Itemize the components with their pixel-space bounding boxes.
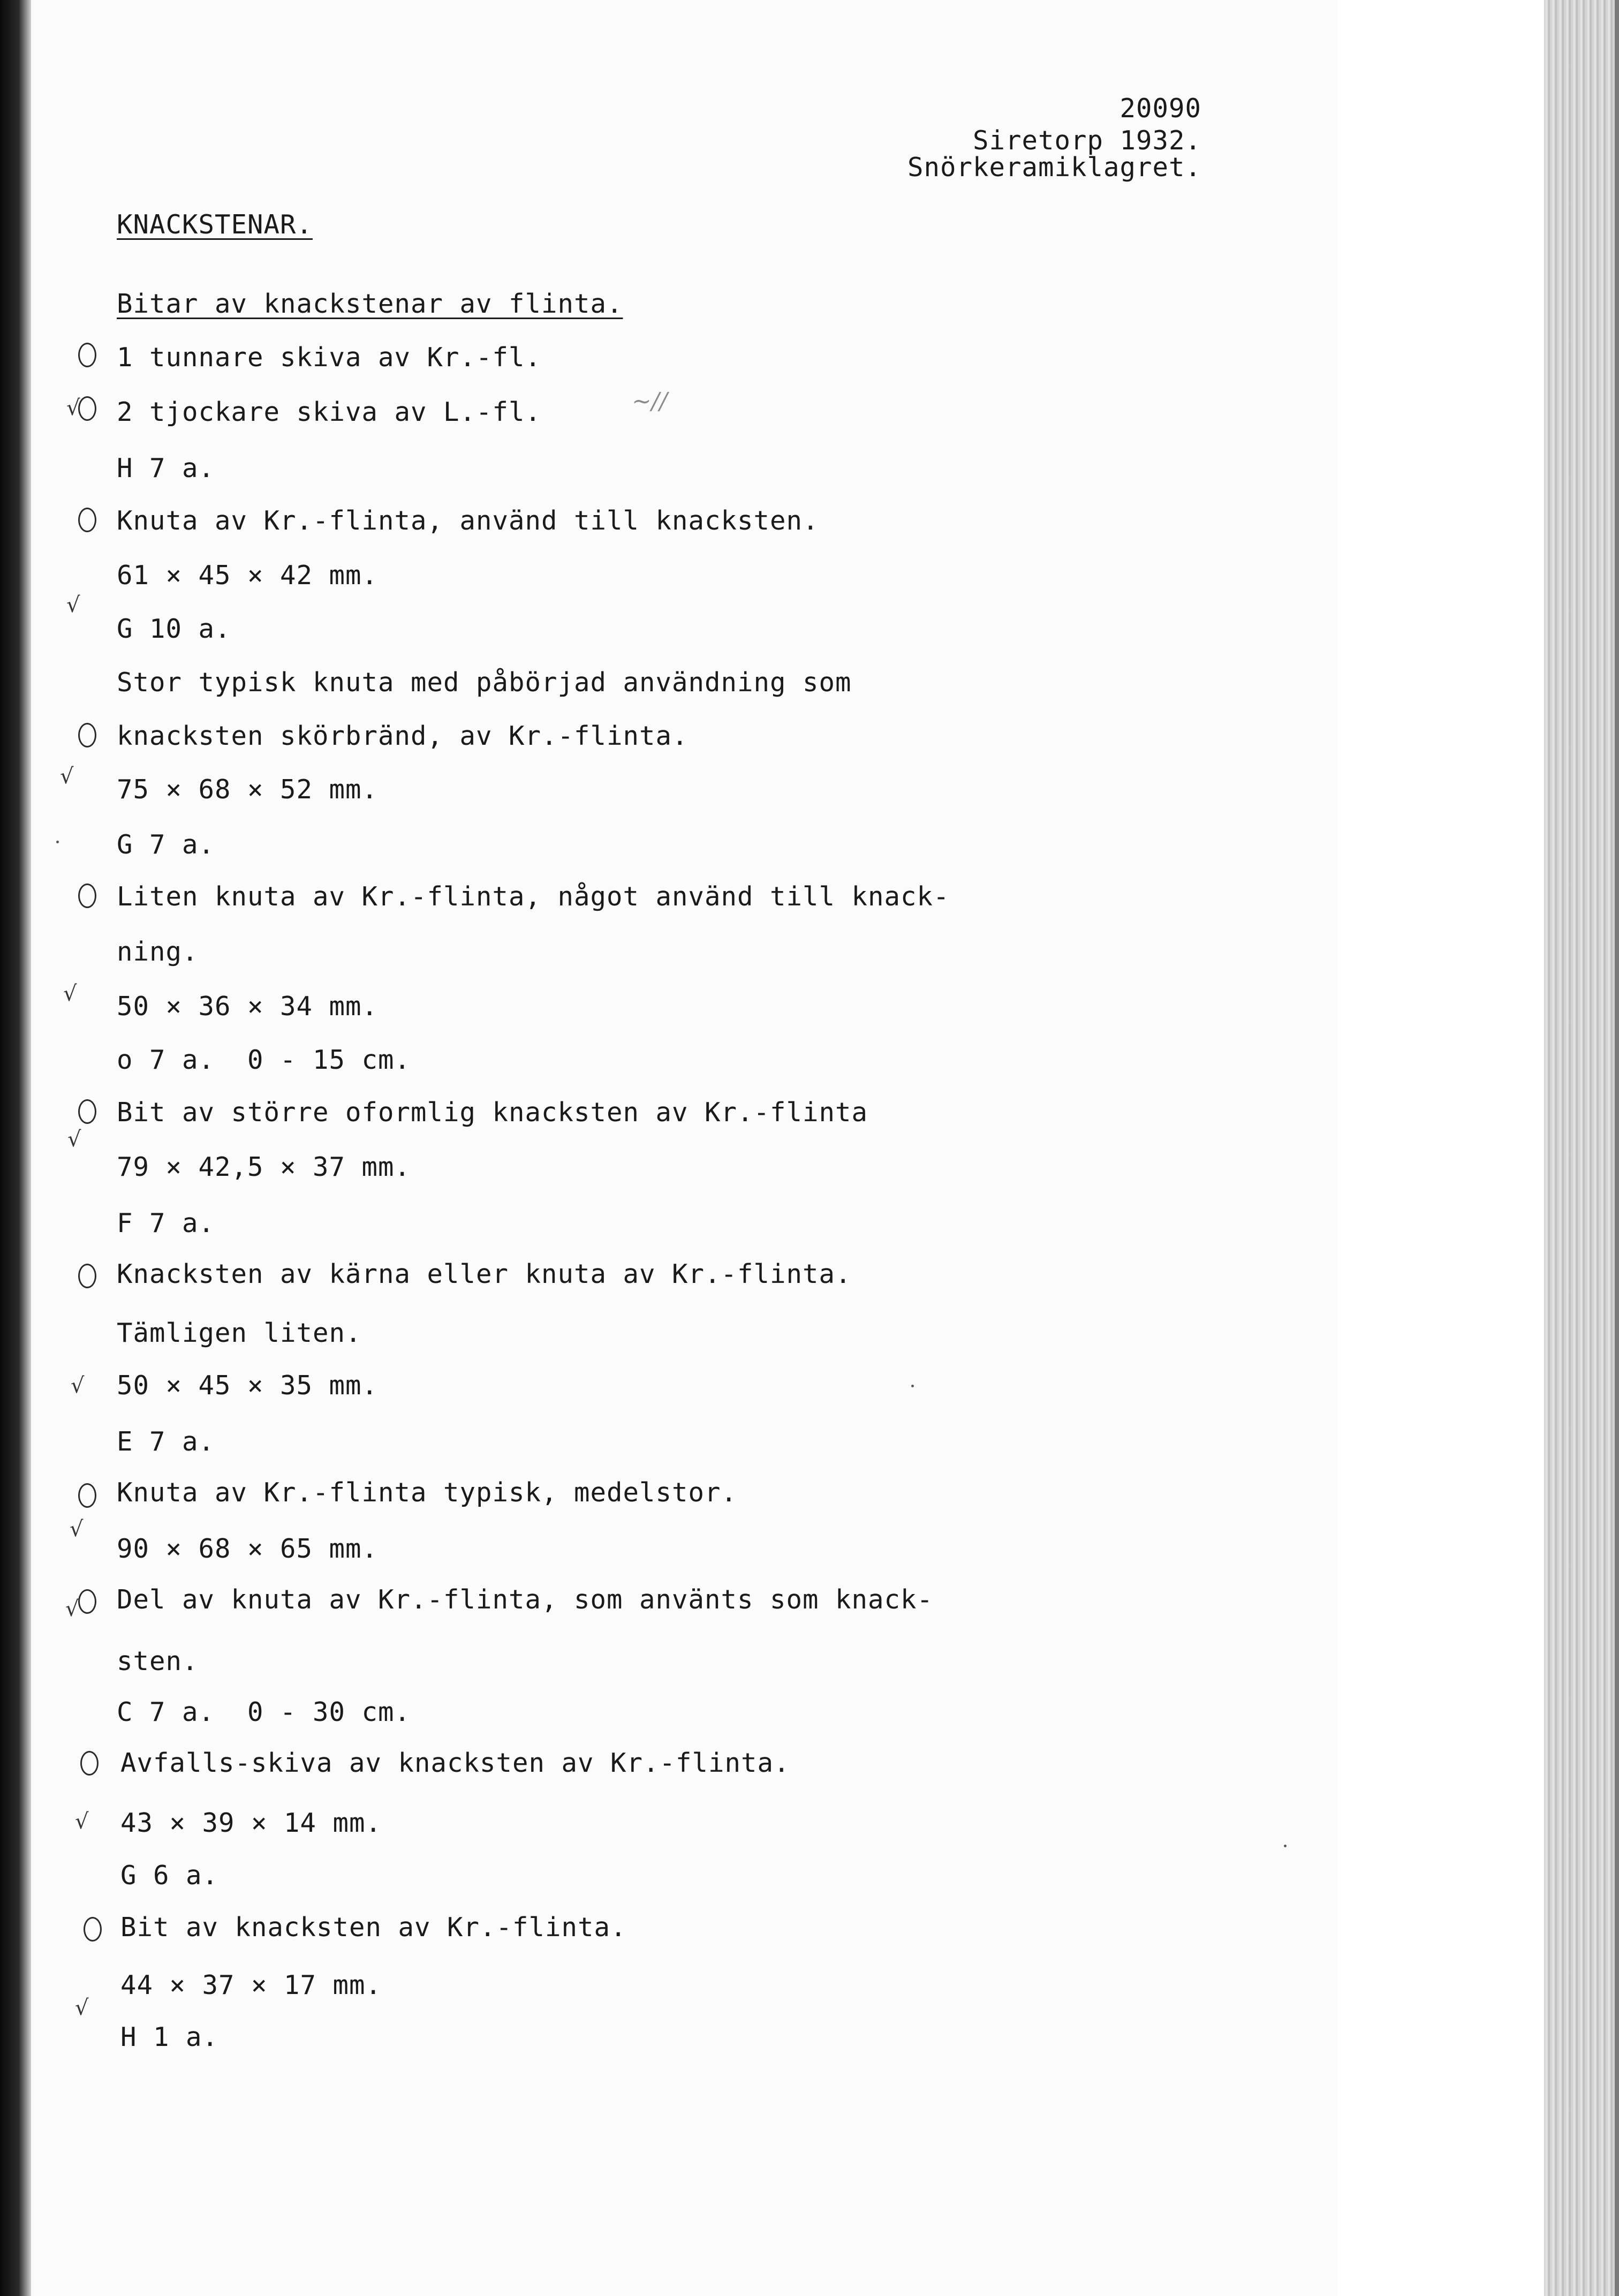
section-heading: KNACKSTENAR.	[117, 209, 313, 240]
entry-line: C 7 a. 0 - 30 cm.	[117, 1697, 411, 1727]
check-mark-icon: √	[60, 764, 74, 789]
circle-mark-icon	[80, 1751, 99, 1776]
entry-line: Knuta av Kr.-flinta, använd till knacksten.	[117, 505, 819, 536]
entry-line: sten.	[117, 1646, 199, 1676]
page-stack-edge	[1544, 0, 1619, 2296]
entry-line: F 7 a.	[117, 1208, 215, 1238]
circle-mark-icon	[78, 508, 96, 532]
circle-mark-icon	[78, 396, 96, 421]
book-binding-edge	[0, 0, 31, 2296]
entry-line: Del av knuta av Kr.-flinta, som använts som knack-	[117, 1584, 934, 1615]
circle-mark-icon	[78, 343, 96, 367]
entry-line: Bit av knacksten av Kr.-flinta.	[120, 1912, 627, 1943]
site-and-year: Siretorp 1932.	[972, 125, 1201, 156]
check-mark-icon: √	[75, 1996, 89, 2020]
check-mark-icon: √	[66, 593, 80, 617]
entry-line: 90 × 68 × 65 mm.	[117, 1534, 379, 1564]
entry-line: 1 tunnare skiva av Kr.-fl.	[117, 342, 542, 373]
pencil-scribble-icon: ~∕∕	[632, 388, 668, 415]
entry-line: 2 tjockare skiva av L.-fl.	[117, 397, 542, 427]
circle-mark-icon	[84, 1917, 102, 1942]
entry-line: Knuta av Kr.-flinta typisk, medelstor.	[117, 1477, 738, 1508]
entry-line: 44 × 37 × 17 mm.	[120, 1970, 382, 2000]
entry-line: Knacksten av kärna eller knuta av Kr.-flinta.	[117, 1259, 852, 1289]
entry-line: Liten knuta av Kr.-flinta, något använd till knack-	[117, 881, 950, 912]
speck	[1284, 1845, 1287, 1847]
entry-line: 75 × 68 × 52 mm.	[117, 774, 379, 805]
check-mark-icon: √	[70, 1517, 84, 1542]
check-mark-icon: √	[75, 1809, 89, 1834]
circle-mark-icon	[78, 723, 96, 747]
check-mark-icon: √	[65, 1597, 79, 1621]
check-mark-icon: √	[66, 396, 80, 420]
entry-line: G 6 a.	[120, 1860, 219, 1891]
speck	[911, 1385, 914, 1387]
catalog-number: 20090	[1119, 93, 1201, 124]
circle-mark-icon	[78, 1099, 96, 1124]
entry-line: Tämligen liten.	[117, 1318, 362, 1348]
entry-line: knacksten skörbränd, av Kr.-flinta.	[117, 721, 689, 751]
entry-line: G 10 a.	[117, 614, 231, 644]
entry-line: H 7 a.	[117, 453, 215, 484]
entry-line: Stor typisk knuta med påbörjad användning som	[117, 667, 852, 698]
check-mark-icon: √	[63, 981, 77, 1006]
entry-line: H 1 a.	[120, 2022, 219, 2052]
cultural-layer: Snörkeramiklagret.	[907, 152, 1201, 183]
subsection-heading: Bitar av knackstenar av flinta.	[117, 289, 623, 319]
entry-line: Avfalls-skiva av knacksten av Kr.-flinta.	[120, 1748, 790, 1778]
circle-mark-icon	[78, 1264, 96, 1288]
entry-line: 50 × 45 × 35 mm.	[117, 1370, 379, 1401]
entry-line: 61 × 45 × 42 mm.	[117, 560, 379, 591]
speck	[56, 841, 59, 843]
circle-mark-icon	[78, 883, 96, 908]
entry-line: E 7 a.	[117, 1426, 215, 1457]
check-mark-icon: √	[67, 1127, 81, 1152]
entry-line: G 7 a.	[117, 829, 215, 860]
entry-line: Bit av större oformlig knacksten av Kr.-flinta	[117, 1097, 868, 1128]
circle-mark-icon	[78, 1589, 96, 1614]
check-mark-icon: √	[71, 1373, 85, 1398]
entry-line: 79 × 42,5 × 37 mm.	[117, 1152, 411, 1182]
entry-line: 43 × 39 × 14 mm.	[120, 1808, 382, 1838]
page-stack-shadow	[1615, 0, 1619, 2296]
entry-line: 50 × 36 × 34 mm.	[117, 991, 379, 1022]
circle-mark-icon	[78, 1483, 96, 1508]
entry-line: o 7 a. 0 - 15 cm.	[117, 1045, 411, 1075]
entry-line: ning.	[117, 936, 199, 967]
